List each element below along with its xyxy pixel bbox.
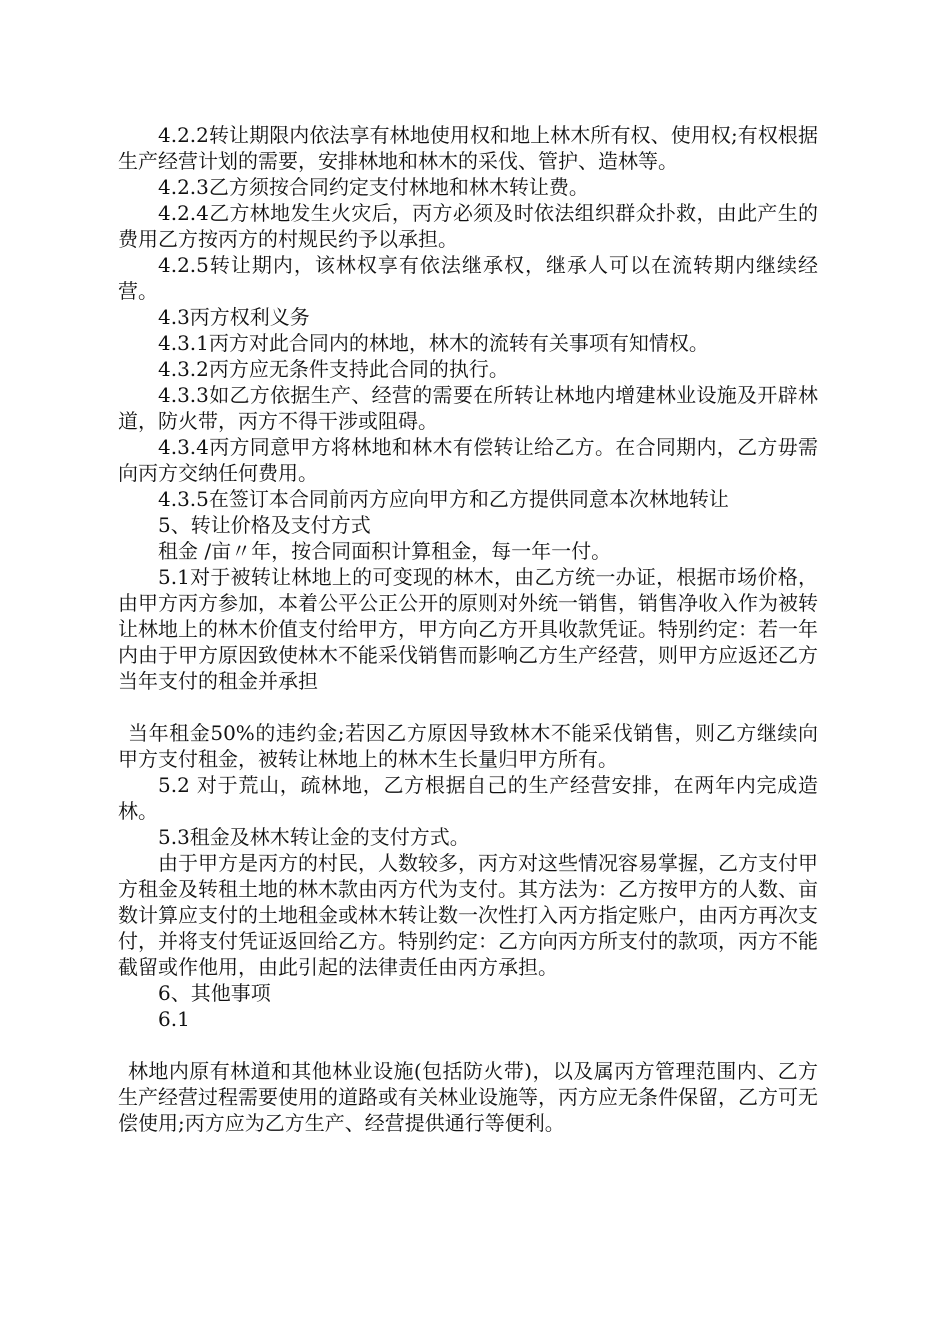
paragraph-6-1-continued: 林地内原有林道和其他林业设施(包括防火带)，以及属丙方管理范围内、乙方生产经营过程需要使用的道路或有关林业设施等，丙方应无条件保留，乙方可无偿使用;丙方应为乙方生产、经营提供通行等便利。: [118, 1059, 818, 1135]
heading-section-6: 6、其他事项: [158, 981, 271, 1005]
paragraph-4-2-2: 4.2.2转让期限内依法享有林地使用权和地上林木所有权、使用权;有权根据生产经营计划的需要，安排林地和林木的采伐、管护、造林等。: [118, 123, 818, 173]
paragraph-4-3-5: 4.3.5在签订本合同前丙方应向甲方和乙方提供同意本次林地转让: [158, 487, 729, 511]
paragraph-payment-method: 由于甲方是丙方的村民，人数较多，丙方对这些情况容易掌握，乙方支付甲方租金及转租土地的林木款由丙方代为支付。其方法为：乙方按甲方的人数、亩数计算应支付的土地租金或林木转让数一次性打入丙方指定账户，由丙方再次支付，并将支付凭证返回给乙方。特别约定：乙方向丙方所支付的款项，丙方不能截留或作他用，由此引起的法律责任由丙方承担。: [118, 851, 818, 979]
paragraph-4-2-4: 4.2.4乙方林地发生火灾后，丙方必须及时依法组织群众扑救，由此产生的费用乙方按丙方的村规民约予以承担。: [118, 201, 818, 251]
paragraph-rent: 租金 /亩〃年，按合同面积计算租金，每一年一付。: [158, 539, 612, 563]
paragraph-5-2: 5.2 对于荒山，疏林地，乙方根据自己的生产经营安排，在两年内完成造林。: [118, 773, 818, 823]
paragraph-4-2-3: 4.2.3乙方须按合同约定支付林地和林木转让费。: [158, 175, 589, 199]
paragraph-gap: [118, 694, 818, 720]
heading-section-5: 5、转让价格及支付方式: [158, 513, 371, 537]
paragraph-4-3-1: 4.3.1丙方对此合同内的林地，林木的流转有关事项有知情权。: [158, 331, 709, 355]
paragraph-4-2-5: 4.2.5转让期内，该林权享有依法继承权，继承人可以在流转期内继续经营。: [118, 253, 818, 303]
paragraph-5-3: 5.3租金及林木转让金的支付方式。: [158, 825, 470, 849]
paragraph-5-1: 5.1对于被转让林地上的可变现的林木，由乙方统一办证，根据市场价格，由甲方丙方参加，本着公平公正公开的原则对外统一销售，销售净收入作为被转让林地上的林木价值支付给甲方，甲方向乙方开具收款凭证。特别约定：若一年内由于甲方原因致使林木不能采伐销售而影响乙方生产经营，则甲方应返还乙方当年支付的租金并承担: [118, 565, 818, 693]
heading-4-3: 4.3丙方权利义务: [158, 305, 310, 329]
paragraph-4-3-2: 4.3.2丙方应无条件支持此合同的执行。: [158, 357, 509, 381]
paragraph-5-1-continued: 当年租金50%的违约金;若因乙方原因导致林木不能采伐销售，则乙方继续向甲方支付租金，被转让林地上的林木生长量归甲方所有。: [118, 721, 818, 771]
paragraph-4-3-3: 4.3.3如乙方依据生产、经营的需要在所转让林地内增建林业设施及开辟林道，防火带，丙方不得干涉或阻碍。: [118, 383, 818, 433]
paragraph-gap: [118, 1032, 818, 1058]
paragraph-6-1: 6.1: [158, 1007, 190, 1031]
document-body: [118, 122, 818, 1136]
paragraph-4-3-4: 4.3.4丙方同意甲方将林地和林木有偿转让给乙方。在合同期内，乙方毋需向丙方交纳任何费用。: [118, 435, 818, 485]
